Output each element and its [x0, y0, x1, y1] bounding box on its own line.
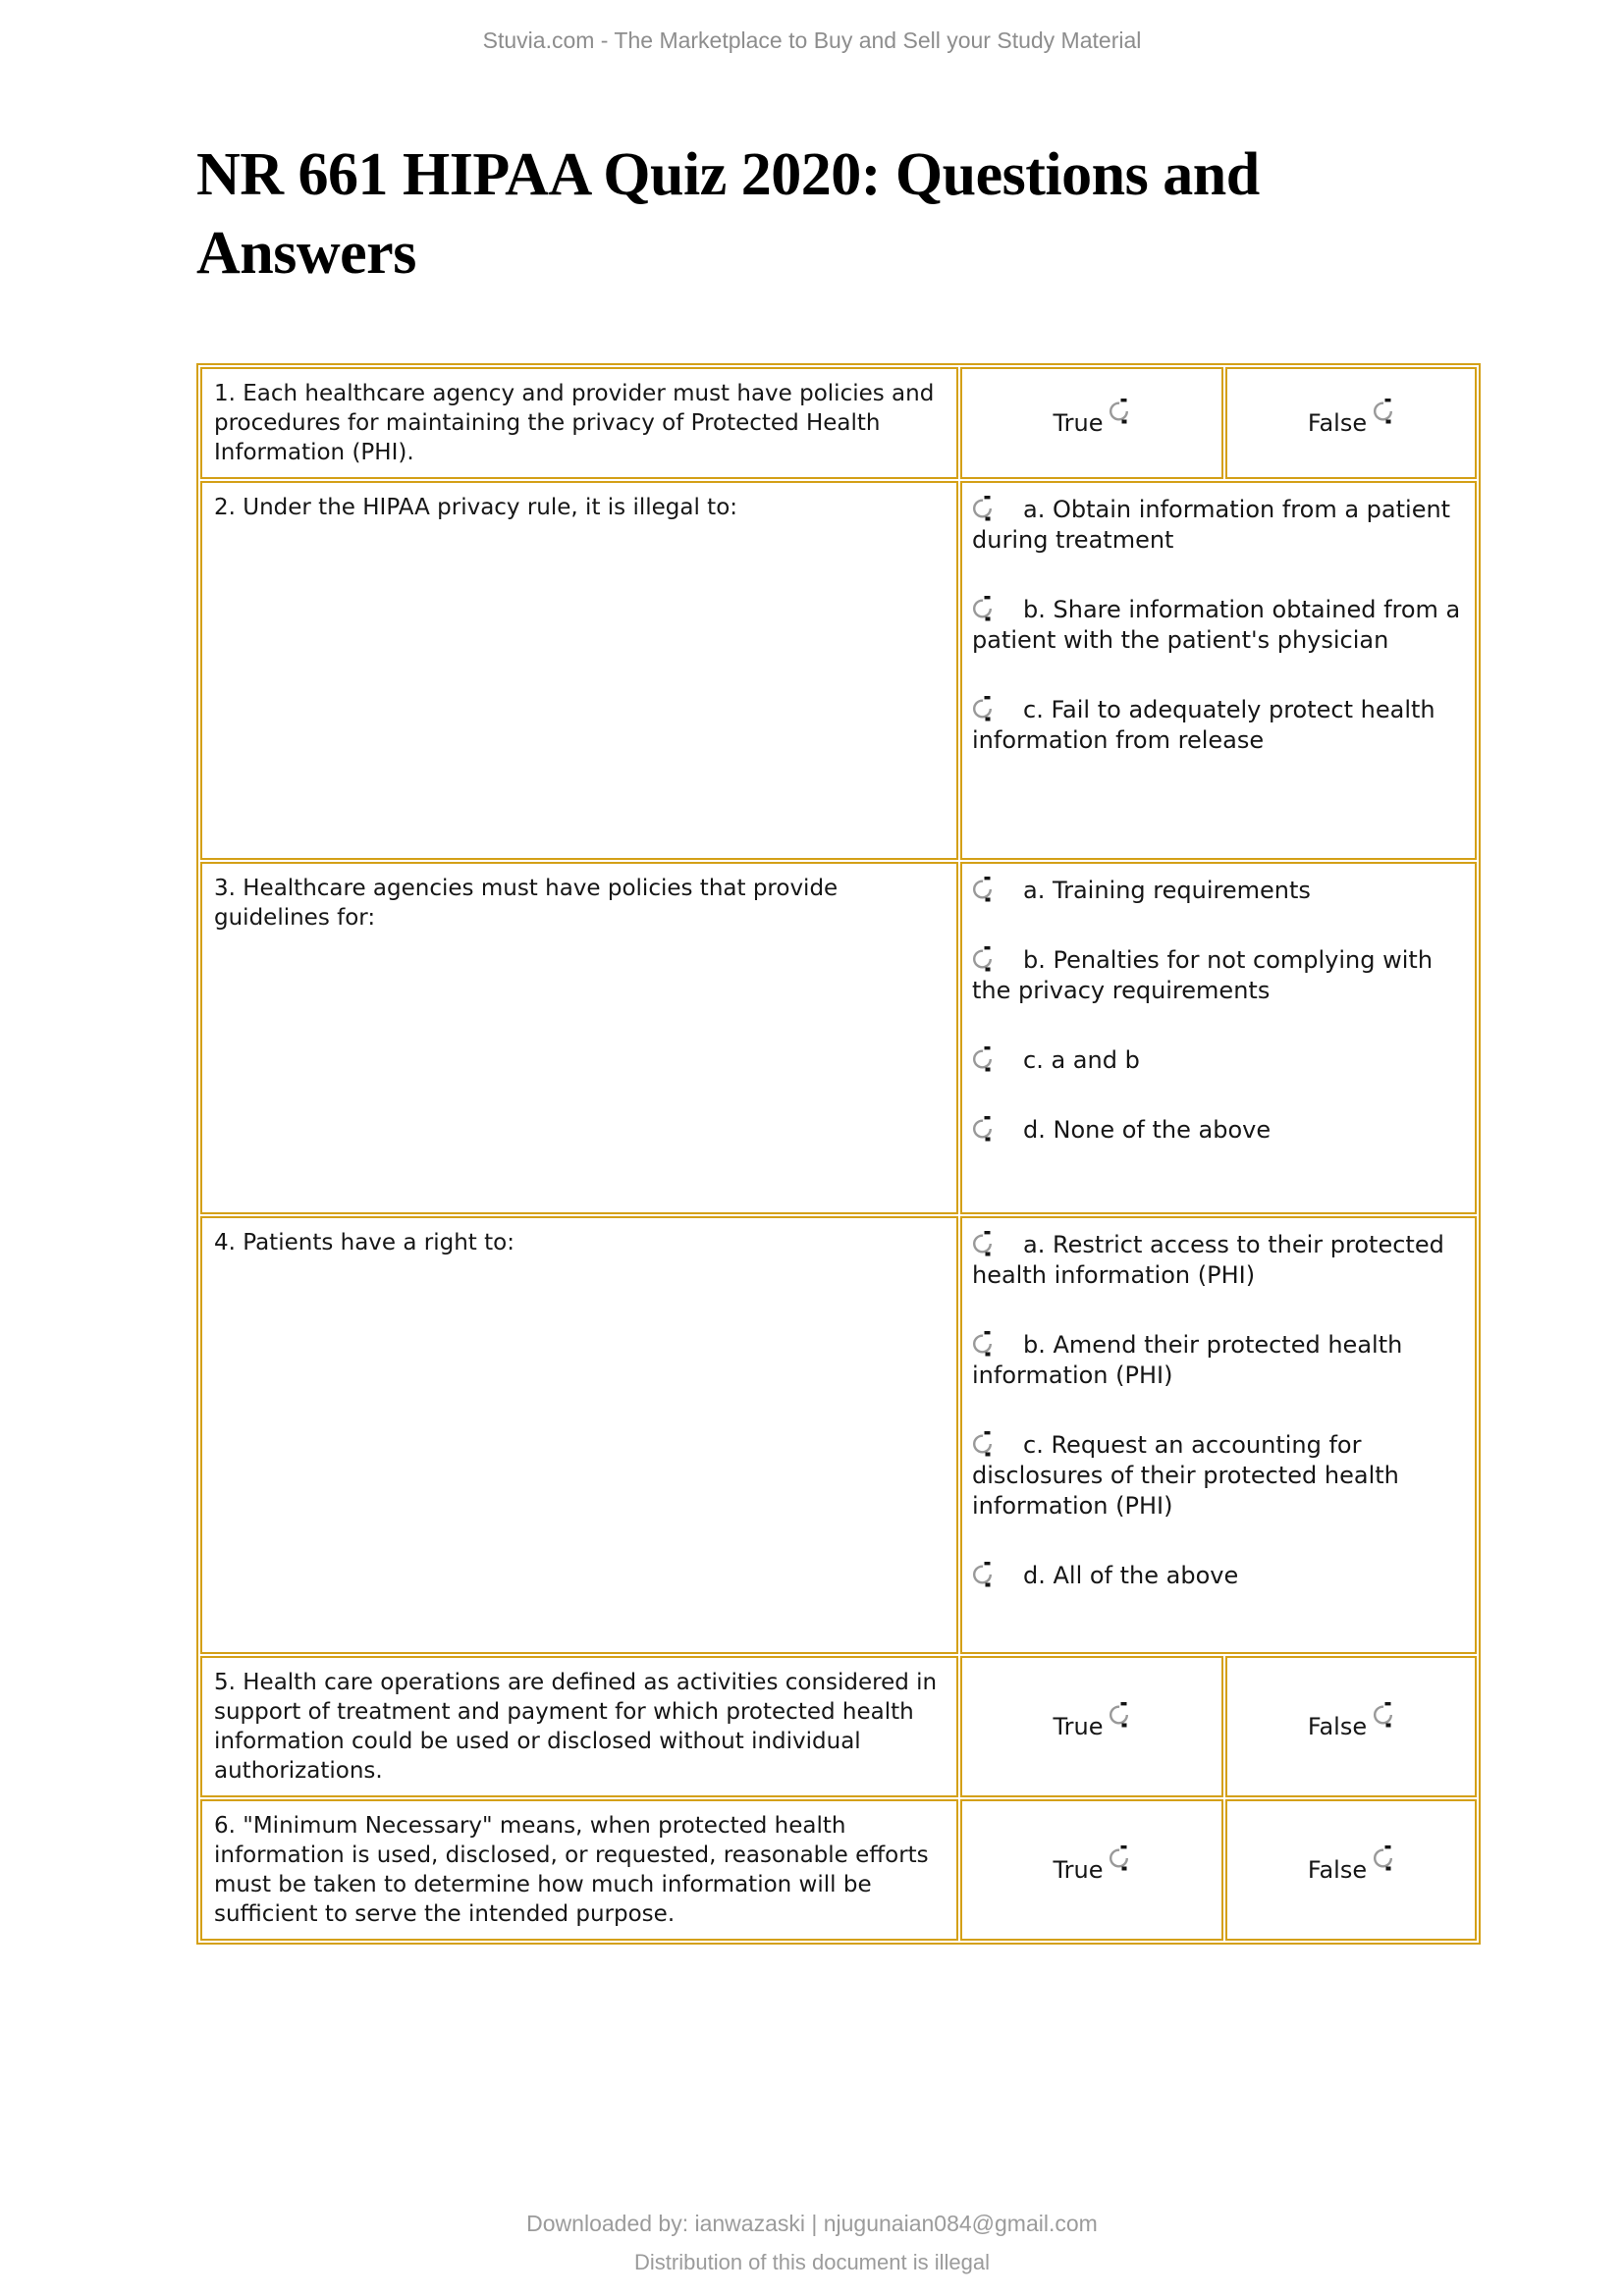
radio-placeholder-icon[interactable] — [972, 1430, 994, 1457]
answer-cell — [960, 481, 1477, 860]
answer-option — [972, 1045, 1465, 1076]
answer-option — [972, 1430, 1465, 1522]
table-row — [200, 1799, 1477, 1941]
answer-option — [972, 495, 1465, 556]
radio-placeholder-icon[interactable] — [972, 1230, 994, 1256]
answer-option-text: c. Fail to adequately protect health information from release — [972, 696, 1435, 754]
answer-option — [972, 1561, 1465, 1591]
answer-option-text: d. All of the above — [1023, 1562, 1239, 1589]
answer-option-text: b. Share information obtained from a patient with the patient's physician — [972, 596, 1461, 654]
radio-placeholder-icon[interactable] — [1373, 1844, 1394, 1871]
true-label: True — [1053, 1712, 1104, 1740]
footer-downloaded-by: Downloaded by: ianwazaski | njugunaian084@gmail.com — [526, 2211, 1098, 2236]
true-label: True — [1053, 408, 1104, 437]
radio-placeholder-icon[interactable] — [972, 1561, 994, 1587]
true-cell — [960, 1799, 1223, 1941]
question-text: 5. Health care operations are defined as activities considered in support of treatment and payment for which protected health information could be used or disclosed without individual authorizations. — [214, 1670, 938, 1784]
answer-option — [972, 1230, 1465, 1291]
false-label: False — [1307, 1855, 1368, 1884]
question-text: 6. "Minimum Necessary" means, when protected health information is used, disclosed, or requested, reasonable efforts must be taken to determine how much information will be sufficient to serve the intended purpose. — [214, 1813, 929, 1927]
answer-cell — [960, 862, 1477, 1214]
radio-placeholder-icon[interactable] — [1109, 1701, 1130, 1728]
question-cell — [200, 367, 958, 479]
page-title: NR 661 HIPAA Quiz 2020: Questions and Answers — [196, 141, 1260, 287]
answer-option-text: b. Amend their protected health information (PHI) — [972, 1331, 1403, 1389]
answer-option-text: c. Request an accounting for disclosures of their protected health information (PHI) — [972, 1431, 1399, 1520]
true-cell — [960, 1656, 1223, 1797]
true-label: True — [1053, 1855, 1104, 1884]
answer-option-text: a. Training requirements — [1023, 877, 1311, 904]
table-row — [200, 367, 1477, 479]
false-label: False — [1307, 1712, 1368, 1740]
answer-option — [972, 1330, 1465, 1391]
answer-option-text: c. a and b — [1023, 1046, 1140, 1074]
true-cell — [960, 367, 1223, 479]
radio-placeholder-icon[interactable] — [972, 595, 994, 621]
question-text: 1. Each healthcare agency and provider must have policies and procedures for maintaining the privacy of Protected Health Information (PHI). — [214, 381, 935, 465]
answer-cell — [960, 1216, 1477, 1654]
answer-option — [972, 1115, 1465, 1146]
answer-option-text: a. Obtain information from a patient during treatment — [972, 496, 1451, 554]
radio-placeholder-icon[interactable] — [972, 695, 994, 721]
radio-placeholder-icon[interactable] — [972, 945, 994, 972]
false-label: False — [1307, 408, 1368, 437]
false-cell — [1225, 1656, 1477, 1797]
answer-option-text: d. None of the above — [1023, 1116, 1272, 1144]
footer-warning: Distribution of this document is illegal — [634, 2250, 990, 2274]
answer-option — [972, 876, 1465, 906]
answer-option — [972, 595, 1465, 656]
answer-option-text: a. Restrict access to their protected health information (PHI) — [972, 1231, 1444, 1289]
table-row — [200, 1216, 1477, 1654]
question-cell — [200, 1656, 958, 1797]
table-row — [200, 862, 1477, 1214]
radio-placeholder-icon[interactable] — [972, 1045, 994, 1072]
question-cell — [200, 481, 958, 860]
false-cell — [1225, 1799, 1477, 1941]
radio-placeholder-icon[interactable] — [972, 495, 994, 521]
false-cell — [1225, 367, 1477, 479]
table-row — [200, 481, 1477, 860]
answer-option-text: b. Penalties for not complying with the privacy requirements — [972, 946, 1434, 1004]
radio-placeholder-icon[interactable] — [1373, 398, 1394, 424]
watermark-header: Stuvia.com - The Marketplace to Buy and Sell your Study Material — [482, 27, 1142, 53]
radio-placeholder-icon[interactable] — [1109, 1844, 1130, 1871]
question-cell — [200, 1216, 958, 1654]
question-cell — [200, 862, 958, 1214]
radio-placeholder-icon[interactable] — [1373, 1701, 1394, 1728]
answer-option — [972, 695, 1465, 756]
radio-placeholder-icon[interactable] — [972, 1115, 994, 1142]
radio-placeholder-icon[interactable] — [1109, 398, 1130, 424]
radio-placeholder-icon[interactable] — [972, 1330, 994, 1357]
table-row — [200, 1656, 1477, 1797]
answer-option — [972, 945, 1465, 1006]
question-text: 4. Patients have a right to: — [214, 1230, 514, 1255]
radio-placeholder-icon[interactable] — [972, 876, 994, 902]
question-text: 3. Healthcare agencies must have policies that provide guidelines for: — [214, 876, 839, 931]
question-cell — [200, 1799, 958, 1941]
quiz-table — [196, 363, 1481, 1945]
question-text: 2. Under the HIPAA privacy rule, it is illegal to: — [214, 495, 738, 520]
